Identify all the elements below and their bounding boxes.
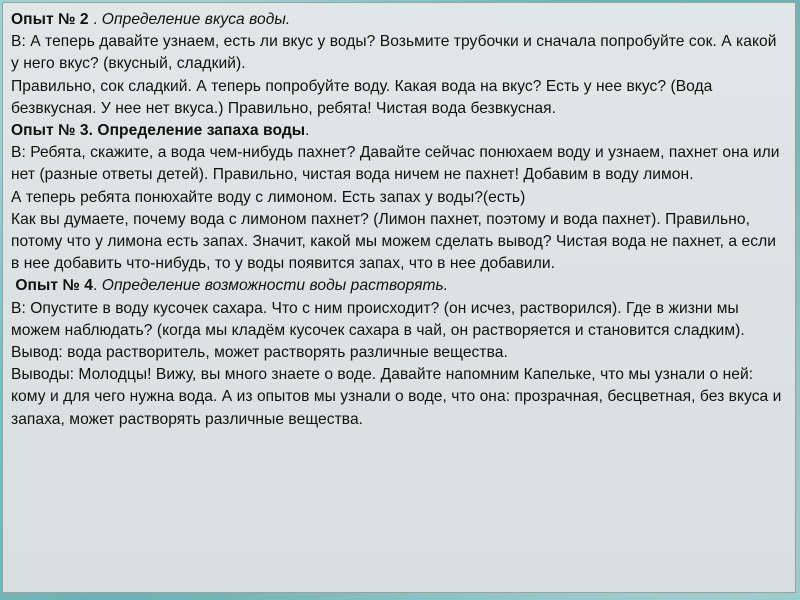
experiment-3-subtitle: Определение запаха воды: [93, 122, 306, 140]
experiment-3-paragraph-3: Как вы думаете, почему вода с лимоном пахнет? (Лимон пахнет, поэтому и вода пахнет). Правильно, потому что у лимона есть запах. Значит, какой мы можем сделать вывод? Чистая вода не пахнет, а если в нее добавить что-нибудь, то у воды появится запах, что в нее добавили.: [11, 210, 776, 273]
experiment-4-subtitle: Определение возможности воды растворять.: [101, 277, 449, 295]
experiment-2-separator: .: [88, 11, 102, 28]
experiment-3-heading: [11, 120, 787, 142]
experiment-3-paragraph-1: В: Ребята, скажите, а вода чем-нибудь пахнет? Давайте сейчас понюхаем воду и узнаем, пахнет она или нет (разные ответы детей). Правильно, чистая вода ничем не пахнет! Добавим в воду лимон.: [11, 144, 780, 184]
experiment-3-paragraph-2: А теперь ребята понюхайте воду с лимоном. Есть запах у воды?(есть): [11, 188, 526, 206]
experiment-4-heading: [11, 275, 787, 297]
experiment-3-title: Опыт № 3.: [11, 122, 94, 140]
experiment-4-separator: .: [93, 277, 102, 295]
experiment-2-heading: [11, 9, 787, 31]
experiment-3-end: .: [305, 122, 310, 140]
experiment-2-subtitle: Определение вкуса воды.: [101, 11, 291, 28]
experiment-4-title: Опыт № 4: [11, 277, 94, 295]
experiment-2-paragraph-2: Правильно, сок сладкий. А теперь попробуйте воду. Какая вода на вкус? Есть у нее вкус? (Вода безвкусная. У нее нет вкуса.) Правильно, ребята! Чистая вода безвкусная.: [11, 77, 713, 117]
conclusion-paragraph: Выводы: Молодцы! Вижу, вы много знаете о воде. Давайте напомним Капельке, что мы узнали о ней: кому и для чего нужна вода. А из опытов мы узнали о воде, что она: прозрачная, бесцветная, без вкуса и запаха, может растворять различные вещества.: [11, 366, 782, 428]
experiment-2-title: Опыт № 2: [11, 11, 89, 28]
experiment-4-paragraph-1: В: Опустите в воду кусочек сахара. Что с ним происходит? (он исчез, растворился). Где в жизни мы можем наблюдать? (когда мы кладём кусочек сахара в чай, он растворяется и становится сладким). Вывод: вода растворитель, может растворять различные вещества.: [11, 299, 745, 362]
experiment-2-paragraph-1: В: А теперь давайте узнаем, есть ли вкус у воды? Возьмите трубочки и сначала попробуйте сок. А какой у него вкус? (вкусный, сладкий).: [11, 33, 777, 73]
slide-text: [11, 9, 787, 431]
text-panel: [2, 2, 796, 593]
